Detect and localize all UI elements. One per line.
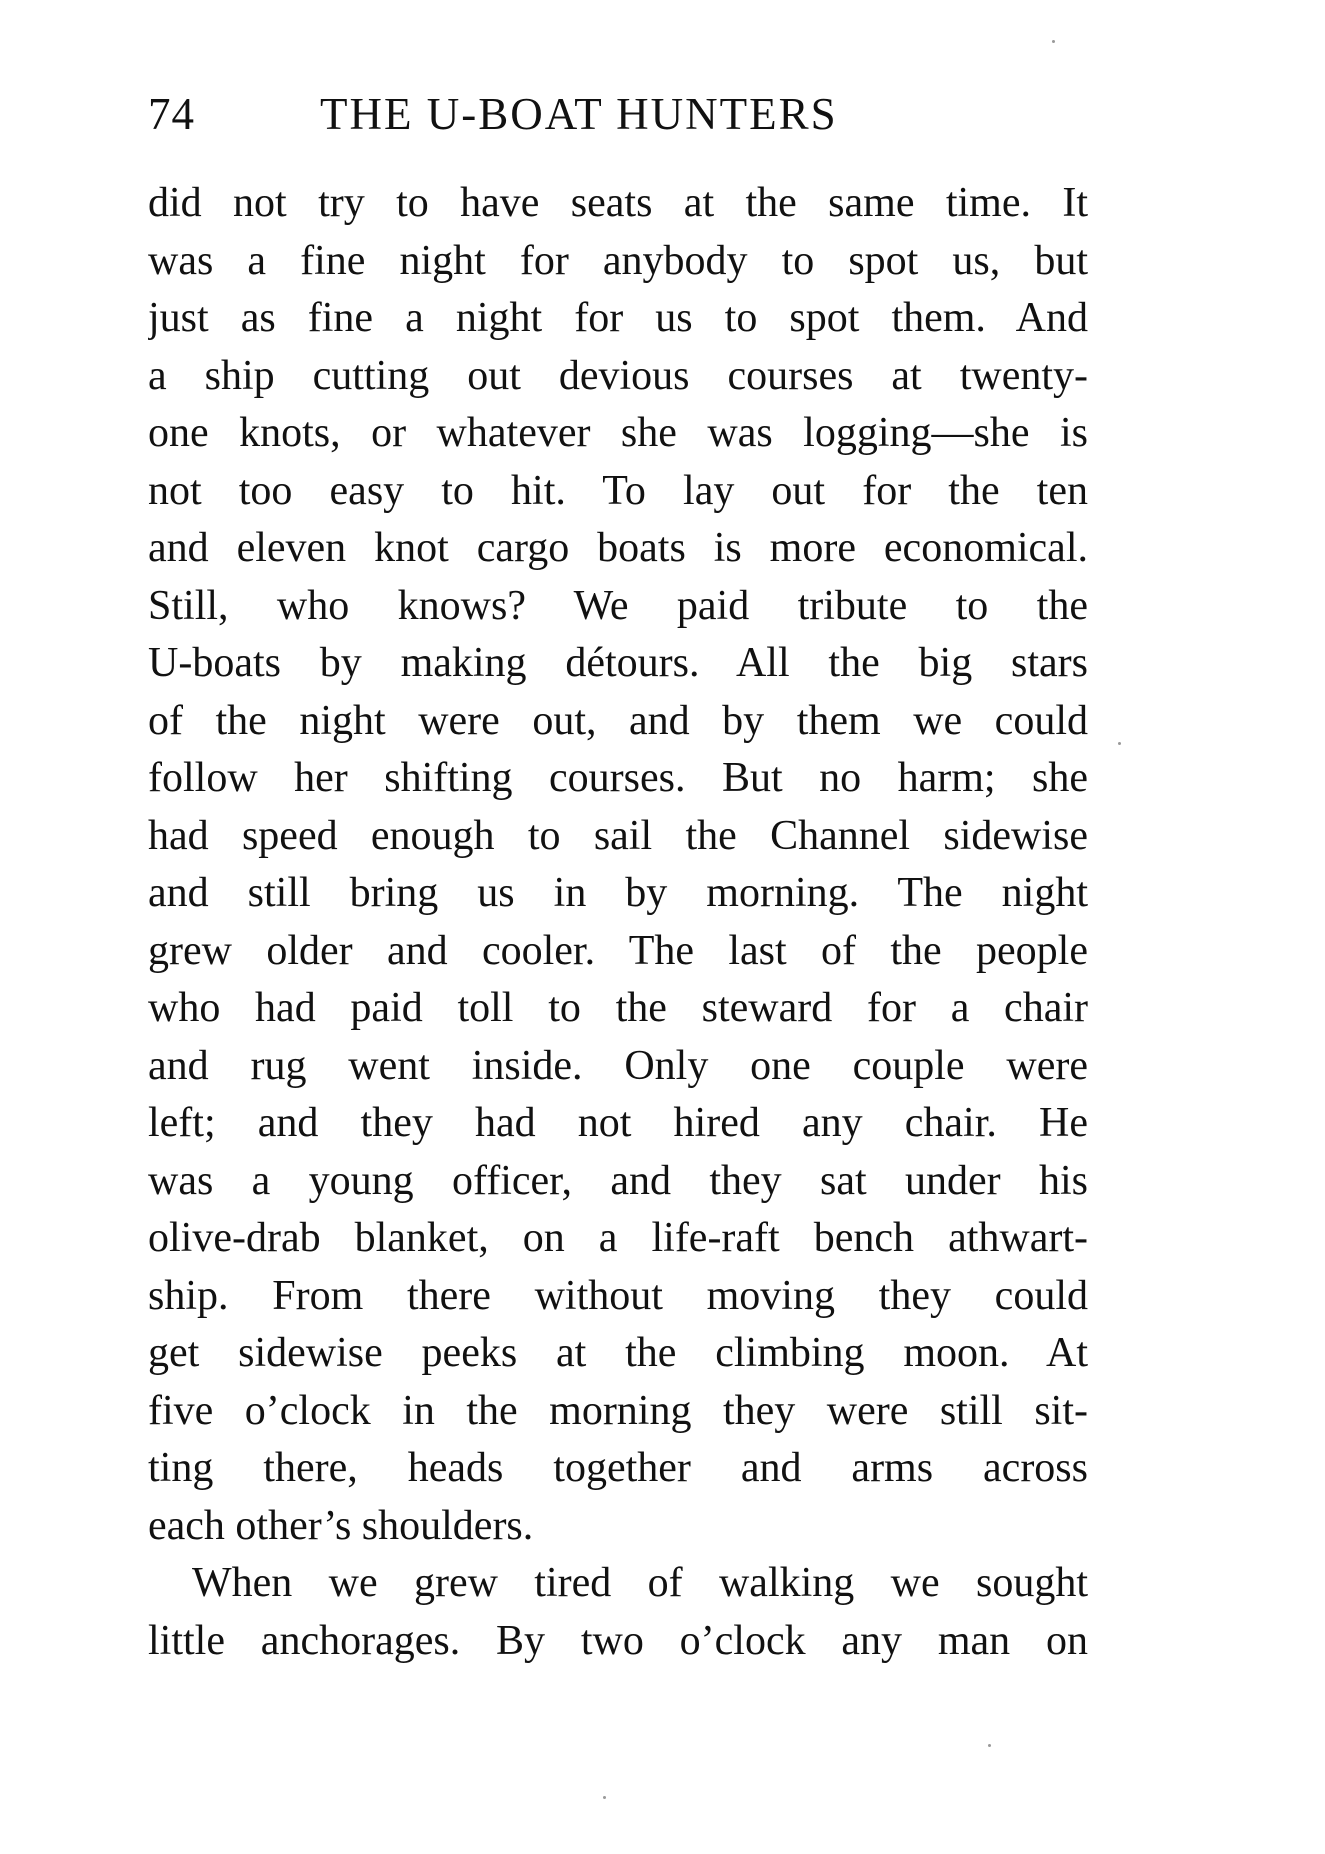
- text-line: and eleven knot cargo boats is more economical.: [148, 525, 1088, 571]
- text-line: five o’clock in the morning they were still sit-: [148, 1387, 1088, 1434]
- text-line: and rug went inside. Only one couple were: [148, 1042, 1088, 1089]
- text-line: grew older and cooler. The last of the people: [148, 927, 1088, 974]
- paper-speck: [1118, 742, 1121, 745]
- text-line: olive-drab blanket, on a life-raft bench athwart-: [148, 1215, 1088, 1261]
- paragraph-end-line: each other’s shoulders.: [148, 1502, 534, 1549]
- text-line: a ship cutting out devious courses at twenty-: [148, 352, 1088, 399]
- text-line: had speed enough to sail the Channel sidewise: [148, 812, 1088, 859]
- text-line: and still bring us in by morning. The night: [148, 870, 1088, 916]
- text-line: get sidewise peeks at the climbing moon. At: [148, 1330, 1088, 1376]
- text-line: ship. From there without moving they could: [148, 1272, 1088, 1319]
- text-line: follow her shifting courses. But no harm; she: [148, 755, 1088, 801]
- text-line: of the night were out, and by them we could: [148, 697, 1088, 744]
- paragraph-start-line: When we grew tired of walking we sought: [192, 1560, 1088, 1606]
- text-line: who had paid toll to the steward for a chair: [148, 985, 1088, 1031]
- text-line: U-boats by making détours. All the big stars: [148, 640, 1088, 686]
- text-line: ting there, heads together and arms across: [148, 1445, 1088, 1491]
- text-line: one knots, or whatever she was logging—she is: [148, 410, 1088, 456]
- paper-speck: [1052, 40, 1055, 43]
- body-text: [148, 175, 1088, 1670]
- text-line: little anchorages. By two o’clock any man on: [148, 1617, 1088, 1664]
- text-line: did not try to have seats at the same time. It: [148, 180, 1088, 226]
- page-number: 74: [148, 89, 195, 139]
- running-title: THE U-BOAT HUNTERS: [320, 89, 838, 139]
- text-line: left; and they had not hired any chair. He: [148, 1100, 1088, 1146]
- text-line: just as fine a night for us to spot them. And: [148, 295, 1088, 341]
- text-line: was a young officer, and they sat under his: [148, 1157, 1088, 1204]
- paper-speck: [603, 1796, 606, 1799]
- text-line: was a fine night for anybody to spot us, but: [148, 237, 1088, 284]
- text-line: not too easy to hit. To lay out for the ten: [148, 467, 1088, 514]
- text-line: Still, who knows? We paid tribute to the: [148, 582, 1088, 629]
- running-head: [148, 84, 1088, 144]
- paper-speck: [988, 1744, 991, 1747]
